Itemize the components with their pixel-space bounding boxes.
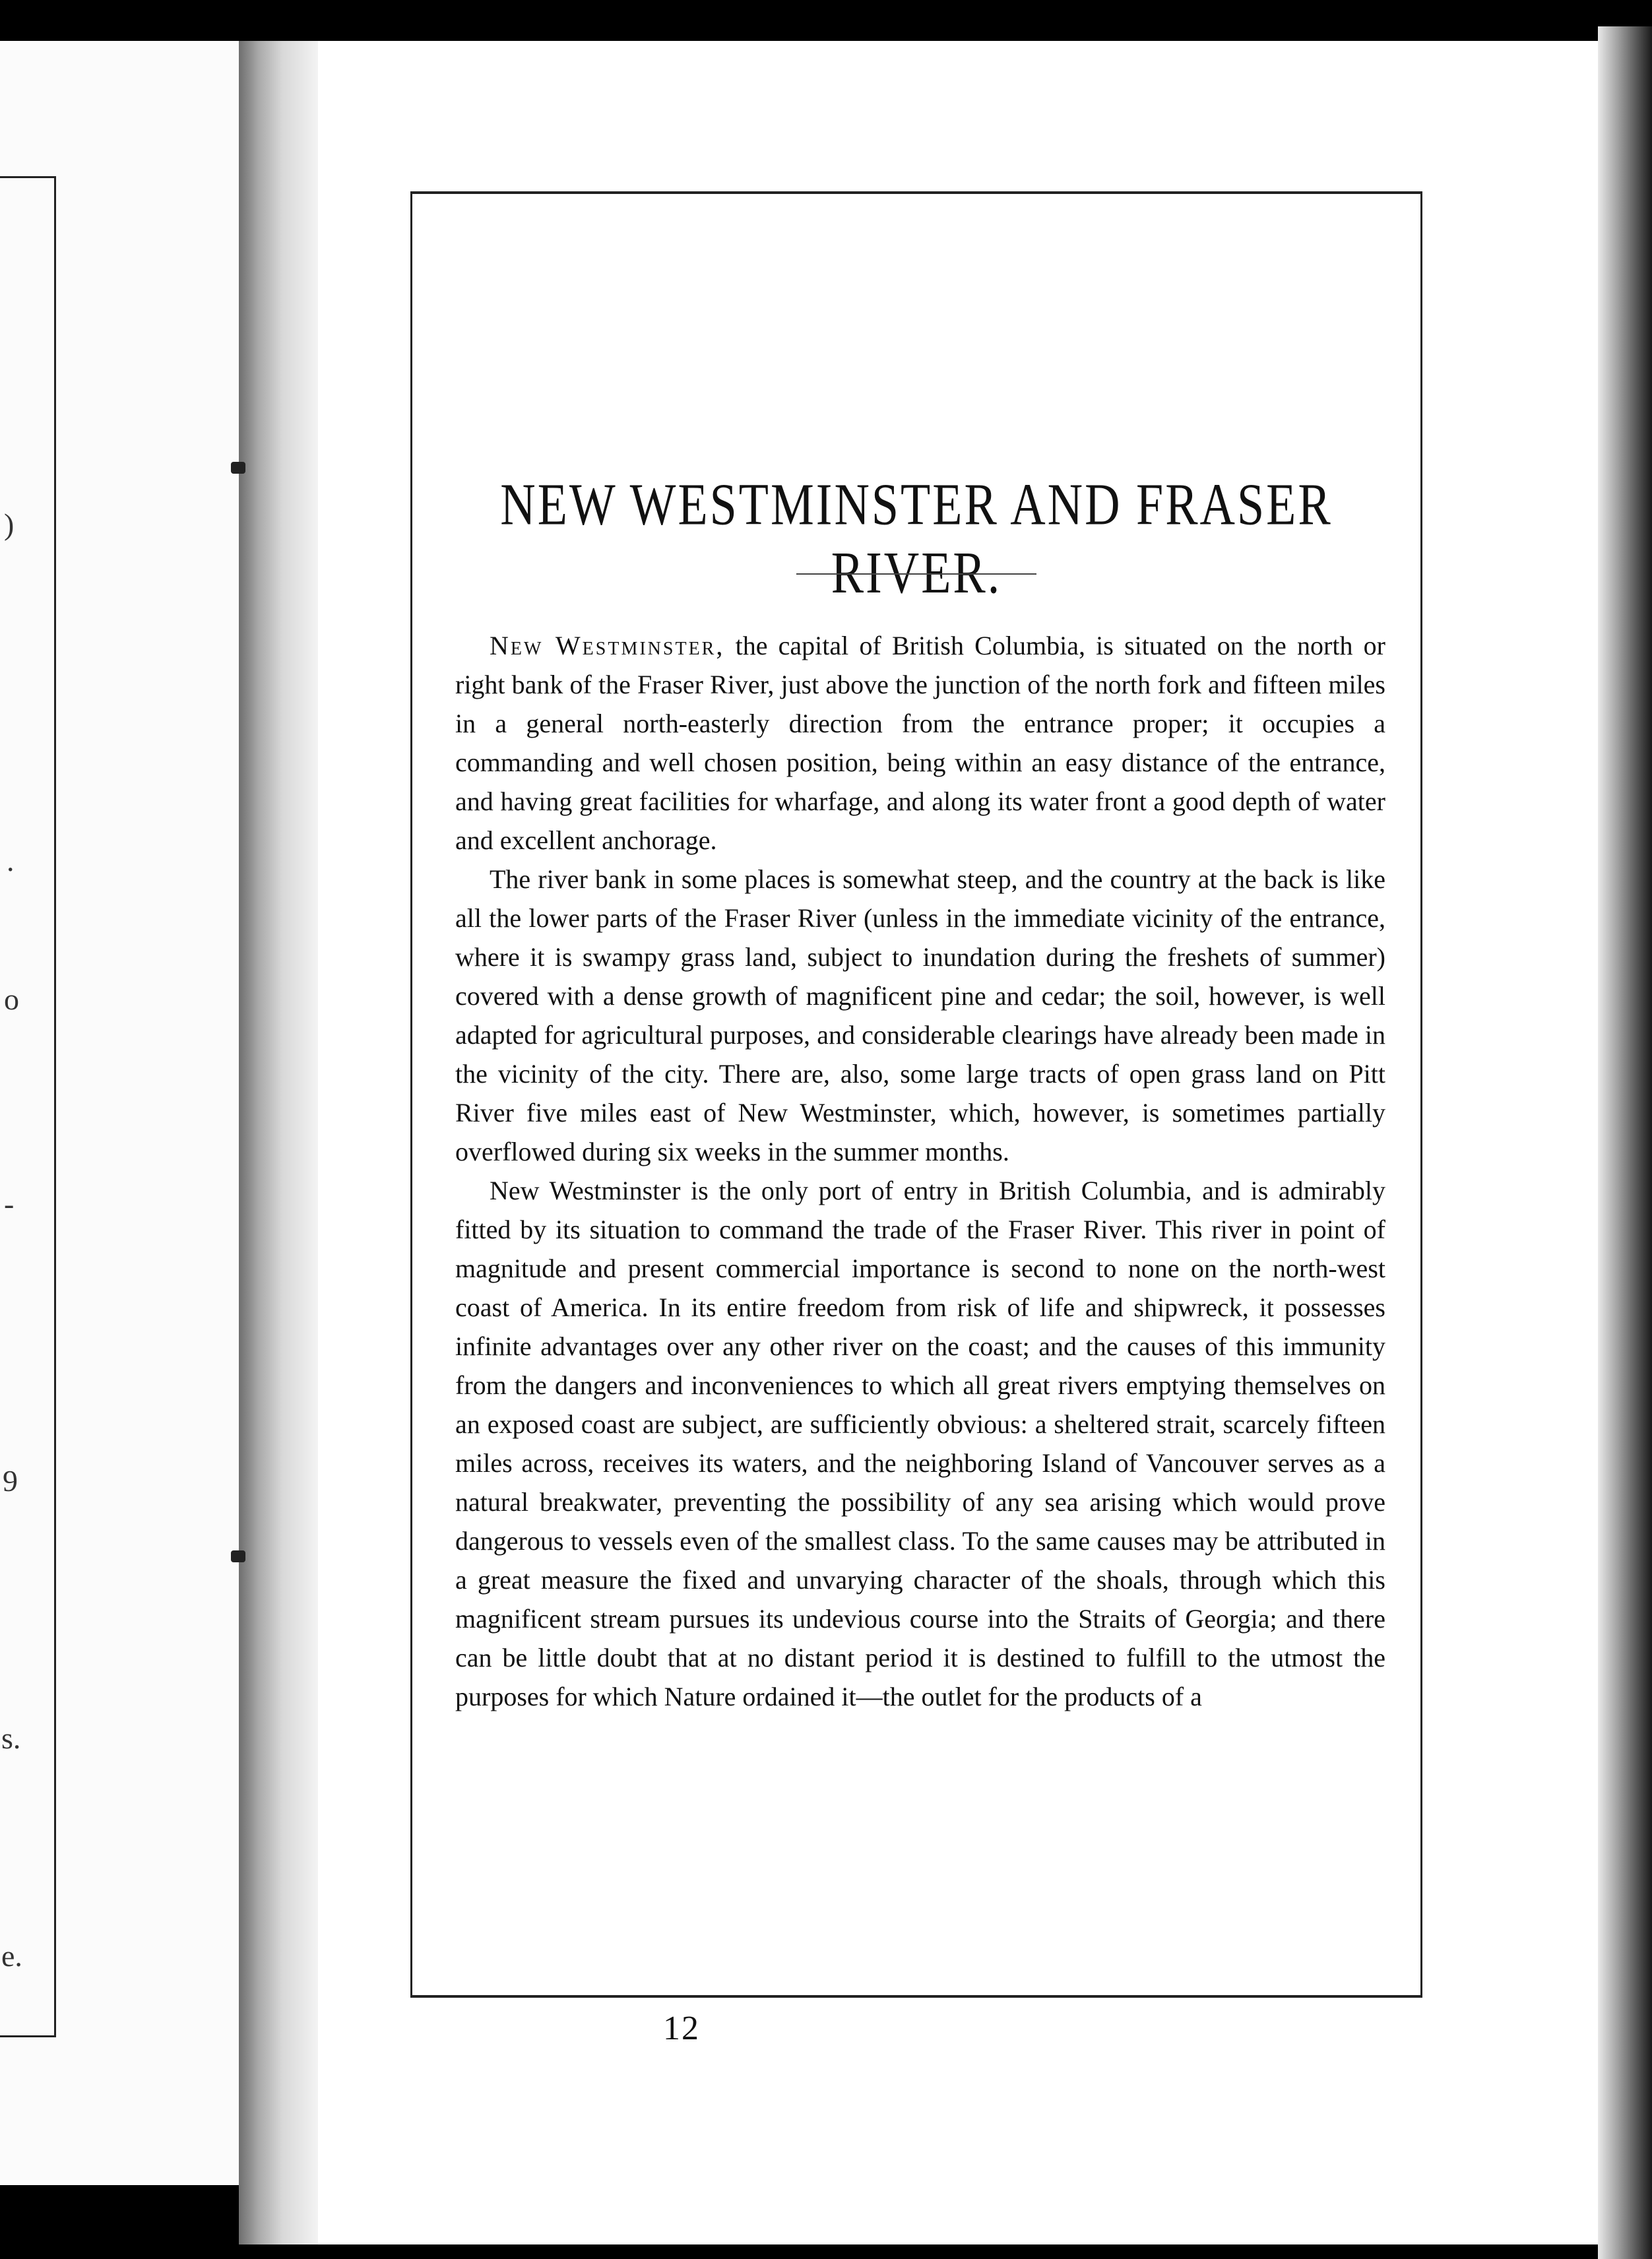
paragraph: New Westminster is the only port of entry in British Columbia, and is admirably fitted by its situation to command the trade of the Fraser River. This river in point of magnitude and present commercial importance is second to none on the north-west coast of America. In its entire freedom from risk of life and shipwreck, it possesses infinite advantages over any other river on the coast; and the causes of this immunity from the dangers and inconveniences to which all great rivers emptying themselves on an exposed coast are subject, are sufficiently obvious: a sheltered strait, scarcely fifteen miles across, receives its waters, and the neighboring Island of Vancouver serves as a natural breakwater, preventing the possibility of any sea arising which would prove dangerous to vessels even of the smallest class. To the same causes may be attributed in a great measure the fixed and unvarying character of the shoals, through which this magnificent stream pursues its undevious course into the Straits of Georgia; and there can be little doubt that at no distant period it is destined to fulfill to the utmost the purposes for which Nature ordained it—the outlet for the products of a	[455, 1176, 1385, 1711]
left-page-fragment: s.	[1, 1721, 21, 1755]
title-divider	[796, 573, 1036, 575]
left-page-fragment: )	[4, 507, 15, 541]
paragraph	[455, 626, 1385, 860]
binding-thread	[231, 1550, 245, 1562]
binding-thread	[231, 462, 245, 474]
page-number: 12	[663, 2010, 700, 2047]
page-edge-shadow	[1598, 26, 1652, 2259]
left-facing-page	[0, 41, 241, 2185]
lead-smallcaps: New Westminster,	[490, 631, 725, 660]
book-gutter	[239, 41, 318, 2244]
body-text	[455, 626, 1385, 1716]
left-page-frame	[0, 176, 56, 2037]
paragraph: The river bank in some places is somewhat steep, and the country at the back is like all the lower parts of the Fraser River (unless in the immediate vicinity of the entrance, where it is swampy grass land, subject to inundation during the freshets of summer) covered with a dense growth of magnificent pine and cedar; the soil, however, is well adapted for agricultural purposes, and considerable clearings have already been made in the vicinity of the city. There are, also, some large tracts of open grass land on Pitt River five miles east of New Westminster, which, however, is sometimes partially overflowed during six weeks in the summer months.	[455, 864, 1385, 1166]
left-page-fragment: .	[7, 844, 15, 877]
text-frame	[410, 191, 1422, 1998]
left-page-fragment: e.	[1, 1939, 22, 1973]
paragraph-text: the capital of British Columbia, is situated on the north or right bank of the Fraser River, just above the junction of the north fork and fifteen miles in a general north-easterly direction from the entrance proper; it occupies a commanding and well chosen position, being within an easy distance of the entrance, and having great facilities for wharfage, and along its water front a good depth of water and excellent anchorage.	[455, 631, 1386, 855]
left-page-fragment: o	[4, 982, 19, 1016]
left-page-fragment: 9	[3, 1464, 18, 1498]
page-title: NEW WESTMINSTER AND FRASER RIVER.	[500, 472, 1333, 606]
left-page-fragment: -	[4, 1187, 15, 1221]
